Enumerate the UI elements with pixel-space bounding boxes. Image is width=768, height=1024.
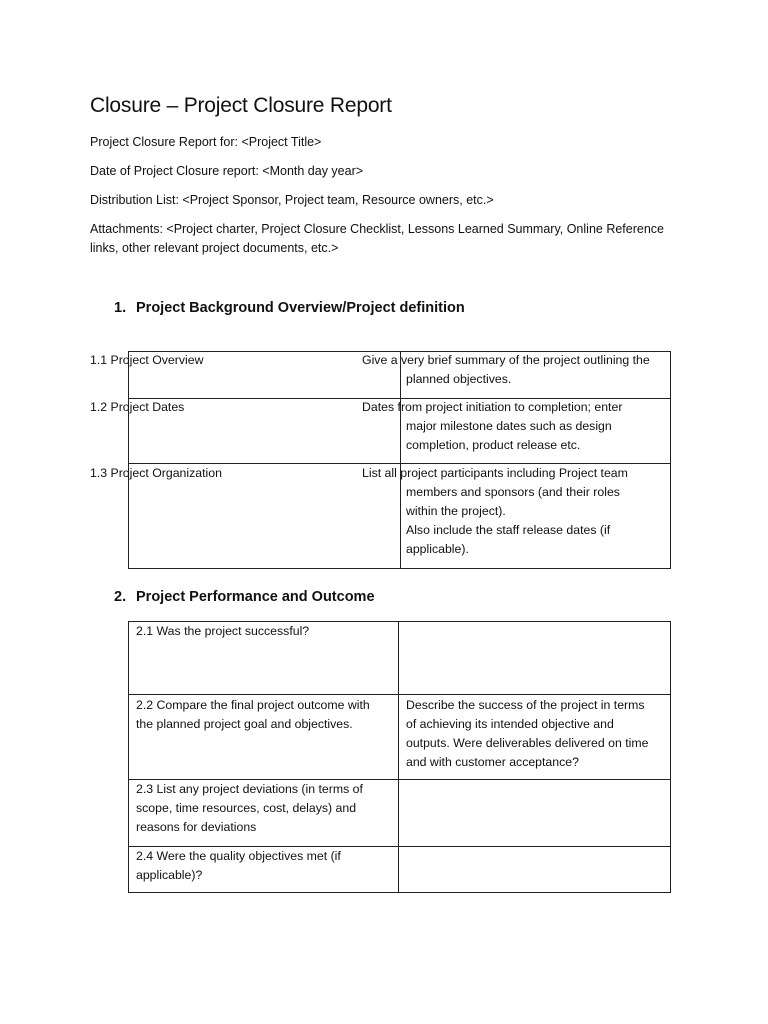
table-border [128, 351, 129, 569]
section-1-heading [114, 300, 465, 316]
attachments-line-2: links, other relevant project documents, etc.> [90, 241, 339, 255]
distribution-list-line: Distribution List: <Project Sponsor, Project team, Resource owners, etc.> [90, 193, 494, 207]
question-cell: the planned project goal and objectives. [136, 717, 353, 731]
answer-cell: Describe the success of the project in terms [406, 698, 645, 712]
table-border [400, 351, 401, 569]
row-description: List all project participants including Project team [362, 466, 628, 480]
row-description: Dates from project initiation to completion; enter [362, 400, 623, 414]
row-description: major milestone dates such as design [406, 419, 612, 433]
section-2-heading [114, 589, 375, 605]
question-cell: 2.2 Compare the final project outcome with [136, 698, 370, 712]
question-cell: reasons for deviations [136, 820, 257, 834]
row-label: 1.2 Project Dates [90, 400, 185, 414]
row-description: Give a very brief summary of the project outlining the [362, 353, 650, 367]
question-cell: 2.3 List any project deviations (in terms of [136, 782, 363, 796]
report-date-line: Date of Project Closure report: <Month day year> [90, 164, 364, 178]
section-1-number: 1. [114, 300, 127, 316]
row-description: Also include the staff release dates (if [406, 523, 611, 537]
table-border [128, 892, 671, 893]
table-border [398, 621, 399, 893]
row-label: 1.3 Project Organization [90, 466, 222, 480]
answer-cell: and with customer acceptance? [406, 755, 579, 769]
row-description: applicable). [406, 542, 469, 556]
question-cell: applicable)? [136, 868, 203, 882]
page-title: Closure – Project Closure Report [90, 94, 392, 117]
question-cell: scope, time resources, cost, delays) and [136, 801, 357, 815]
answer-cell: of achieving its intended objective and [406, 717, 614, 731]
question-cell: 2.1 Was the project successful? [136, 624, 310, 638]
table-border [670, 351, 671, 569]
row-description: within the project). [406, 504, 506, 518]
answer-cell: outputs. Were deliverables delivered on time [406, 736, 649, 750]
table-border [128, 694, 671, 695]
question-cell: 2.4 Were the quality objectives met (if [136, 849, 341, 863]
section-2-title: Project Performance and Outcome [136, 589, 375, 605]
table-border [128, 621, 129, 893]
row-description: planned objectives. [406, 372, 512, 386]
section-1-title: Project Background Overview/Project definition [136, 300, 465, 316]
report-for-line: Project Closure Report for: <Project Title> [90, 135, 322, 149]
row-description: members and sponsors (and their roles [406, 485, 620, 499]
row-description: completion, product release etc. [406, 438, 581, 452]
section-2-number: 2. [114, 589, 127, 605]
attachments-line-1: Attachments: <Project charter, Project Closure Checklist, Lessons Learned Summary, Online Reference [90, 222, 664, 236]
row-label: 1.1 Project Overview [90, 353, 204, 367]
table-border [670, 621, 671, 893]
